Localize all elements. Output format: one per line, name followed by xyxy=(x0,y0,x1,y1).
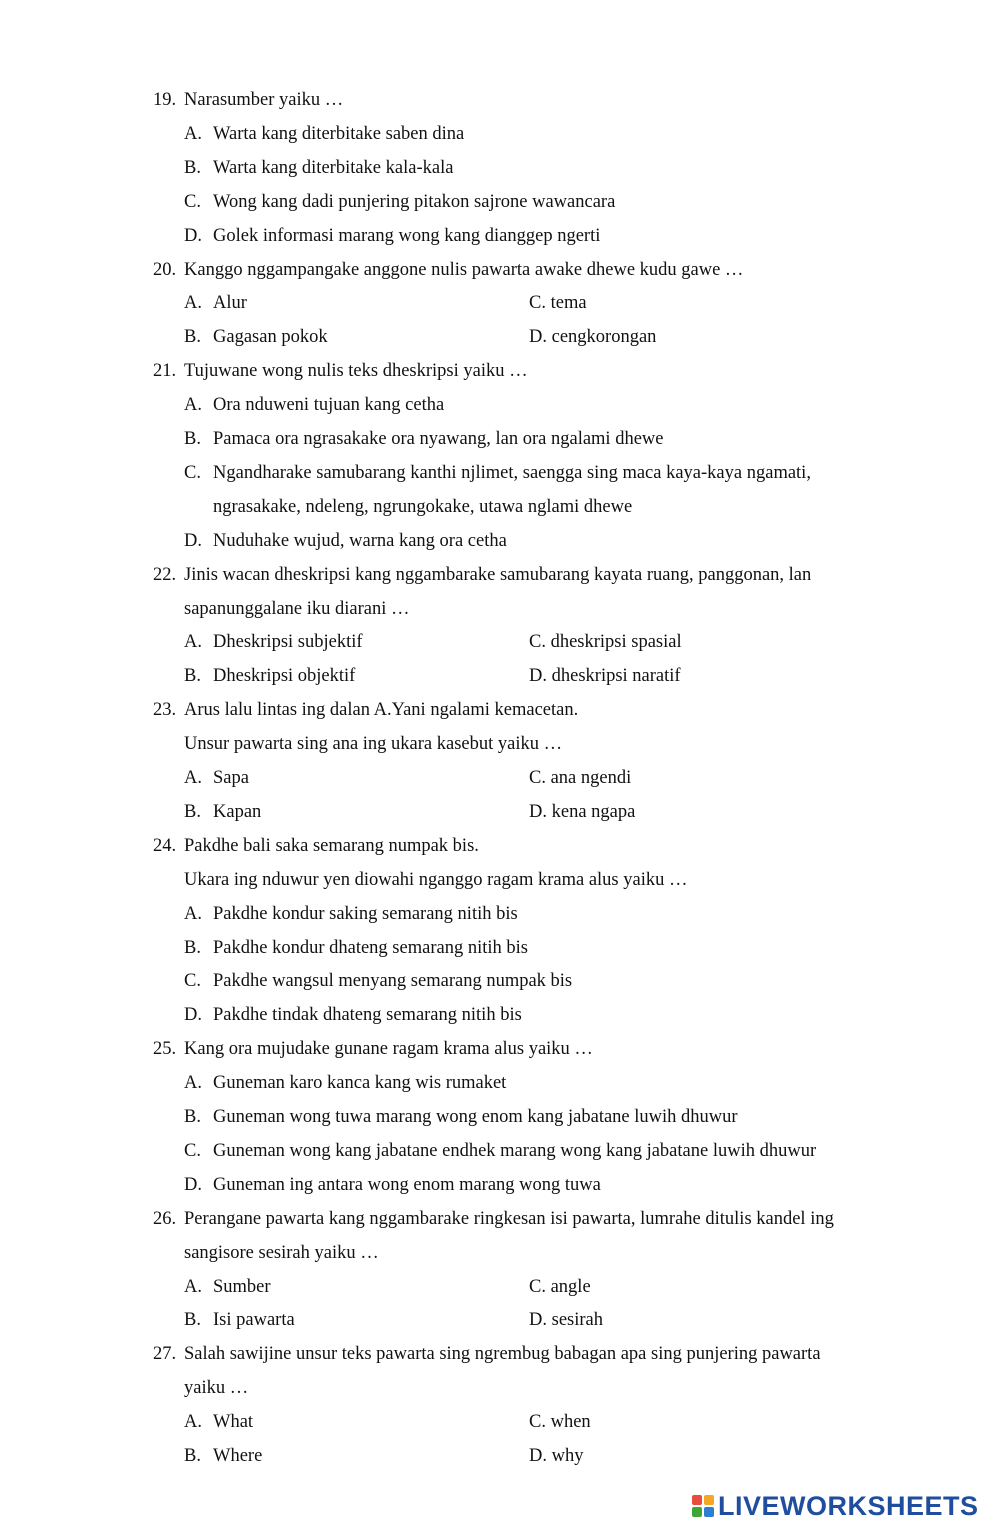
option-text: Pakdhe kondur saking semarang nitih bis xyxy=(213,903,518,924)
option-text: angle xyxy=(550,1276,591,1297)
option-letter: A. xyxy=(184,293,202,314)
option-text: Pakdhe kondur dhateng semarang nitih bis xyxy=(213,937,528,958)
liveworksheets-logo xyxy=(692,1488,979,1524)
option-text: Where xyxy=(213,1446,263,1466)
question-text: Perangane pawarta kang nggambarake ringkesan isi pawarta, lumrahe ditulis kandel ing xyxy=(184,1208,834,1229)
option-text-continued: ngrasakake, ndeleng, ngrungokake, utawa nglami dhewe xyxy=(213,496,633,517)
option-letter: B. xyxy=(184,801,201,822)
option-text: Kapan xyxy=(213,801,262,822)
question-text: Arus lalu lintas ing dalan A.Yani ngalami kemacetan. xyxy=(184,700,579,721)
option-letter: C. xyxy=(529,632,546,653)
option-text: tema xyxy=(550,293,587,314)
option-text: What xyxy=(213,1412,254,1433)
option-text: Pakdhe tindak dhateng semarang nitih bis xyxy=(213,1005,522,1026)
option-right xyxy=(529,320,656,354)
option-letter: B. xyxy=(184,1310,201,1331)
option-letter: D. xyxy=(184,530,202,551)
option-letter: B. xyxy=(184,327,201,348)
question-number: 24. xyxy=(153,835,177,856)
question-number: 23. xyxy=(153,700,177,721)
option-letter: A. xyxy=(184,903,202,924)
option-letter: C. xyxy=(529,1276,546,1297)
option-text: dheskripsi spasial xyxy=(550,632,682,653)
question-text: Salah sawijine unsur teks pawarta sing ngrembug babagan apa sing punjering pawarta xyxy=(184,1344,821,1365)
option-letter: B. xyxy=(184,429,201,449)
option-text: when xyxy=(550,1412,591,1433)
option-text: cengkorongan xyxy=(551,327,657,348)
option-letter: D. xyxy=(529,666,547,687)
option-letter: A. xyxy=(184,1073,202,1094)
option-letter: C. xyxy=(529,768,546,788)
option-text: why xyxy=(551,1446,584,1466)
option-letter: B. xyxy=(184,157,201,178)
option-text: Sapa xyxy=(213,768,249,788)
question-number: 22. xyxy=(153,564,177,585)
option-letter: D. xyxy=(184,1174,202,1195)
option-text: sesirah xyxy=(551,1310,603,1331)
option-letter: A. xyxy=(184,395,202,416)
question-number: 20. xyxy=(153,259,177,280)
option-right xyxy=(529,1405,591,1439)
option-letter: C. xyxy=(529,293,546,314)
question-text: Pakdhe bali saka semarang numpak bis. xyxy=(184,835,479,856)
option-letter: C. xyxy=(184,462,201,483)
option-text: Guneman wong tuwa marang wong enom kang jabatane luwih dhuwur xyxy=(213,1107,738,1127)
option-text: Sumber xyxy=(213,1276,271,1297)
option-text: Dheskripsi subjektif xyxy=(213,632,363,653)
liveworksheets-logo-icon xyxy=(692,1495,714,1517)
option-letter: C. xyxy=(529,1412,546,1433)
option-letter: D. xyxy=(184,1005,202,1026)
option-text: Pakdhe wangsul menyang semarang numpak bis xyxy=(213,971,573,992)
option-letter: D. xyxy=(529,327,547,348)
option-text: Pamaca ora ngrasakake ora nyawang, lan ora ngalami dhewe xyxy=(213,429,664,449)
option-letter: A. xyxy=(184,768,202,788)
option-text: Wong kang dadi punjering pitakon sajrone wawancara xyxy=(213,191,616,212)
option-text: kena ngapa xyxy=(551,801,636,822)
option-letter: B. xyxy=(184,666,201,687)
option-text: Ora nduweni tujuan kang cetha xyxy=(213,395,445,416)
option-letter: D. xyxy=(529,1446,547,1466)
option-text: ana ngendi xyxy=(550,768,632,788)
option-text: Golek informasi marang wong kang dianggep ngerti xyxy=(213,225,601,246)
option-right xyxy=(529,795,635,829)
question-text: Narasumber yaiku … xyxy=(184,90,344,110)
question-text: sapanunggalane iku diarani … xyxy=(184,598,410,619)
option-text: Alur xyxy=(213,293,247,314)
option-letter: D. xyxy=(529,801,547,822)
question-number: 21. xyxy=(153,361,177,382)
option-right xyxy=(529,659,681,693)
option-letter: A. xyxy=(184,1276,202,1297)
question-number: 27. xyxy=(153,1344,177,1365)
question-text: Kang ora mujudake gunane ragam krama alus yaiku … xyxy=(184,1039,593,1060)
question-number: 19. xyxy=(153,90,177,110)
option-text: Guneman karo kanca kang wis rumaket xyxy=(213,1073,507,1094)
question-text: sangisore sesirah yaiku … xyxy=(184,1242,379,1263)
option-right xyxy=(529,1270,591,1304)
option-letter: A. xyxy=(184,632,202,653)
question-text: Jinis wacan dheskripsi kang nggambarake samubarang kayata ruang, panggonan, lan xyxy=(184,564,812,585)
option-letter: B. xyxy=(184,1107,201,1127)
option-text: dheskripsi naratif xyxy=(551,666,681,687)
option-letter: C. xyxy=(184,1140,201,1161)
option-right xyxy=(529,1303,603,1337)
question-text: Tujuwane wong nulis teks dheskripsi yaiku … xyxy=(184,361,528,382)
option-letter: C. xyxy=(184,971,201,992)
option-text: Warta kang diterbitake kala-kala xyxy=(213,157,454,178)
option-text: Ngandharake samubarang kanthi njlimet, saengga sing maca kaya-kaya ngamati, xyxy=(213,462,811,483)
option-letter: C. xyxy=(184,191,201,212)
option-text: Isi pawarta xyxy=(213,1310,295,1331)
option-right xyxy=(529,286,587,320)
option-letter: B. xyxy=(184,1446,201,1466)
option-text: Guneman ing antara wong enom marang wong tuwa xyxy=(213,1174,601,1195)
option-letter: A. xyxy=(184,1412,202,1433)
option-right xyxy=(529,625,682,659)
option-text: Guneman wong kang jabatane endhek marang wong kang jabatane luwih dhuwur xyxy=(213,1140,817,1161)
option-text: Nuduhake wujud, warna kang ora cetha xyxy=(213,530,507,551)
question-text: Kanggo nggampangake anggone nulis pawarta awake dhewe kudu gawe … xyxy=(184,259,744,280)
option-text: Gagasan pokok xyxy=(213,327,328,348)
question-text: Ukara ing nduwur yen diowahi nganggo ragam krama alus yaiku … xyxy=(184,869,688,890)
liveworksheets-brand: LIVEWORKSHEETS xyxy=(718,1490,979,1521)
option-letter: A. xyxy=(184,123,202,144)
option-text: Warta kang diterbitake saben dina xyxy=(213,123,465,144)
question-number: 25. xyxy=(153,1039,177,1060)
option-letter: B. xyxy=(184,937,201,958)
option-right xyxy=(529,1439,584,1473)
option-letter: D. xyxy=(529,1310,547,1331)
option-right xyxy=(529,761,631,795)
question-text: yaiku … xyxy=(184,1378,249,1399)
option-text: Dheskripsi objektif xyxy=(213,666,356,687)
question-text: Unsur pawarta sing ana ing ukara kasebut yaiku … xyxy=(184,734,563,755)
question-number: 26. xyxy=(153,1208,177,1229)
option-letter: D. xyxy=(184,225,202,246)
